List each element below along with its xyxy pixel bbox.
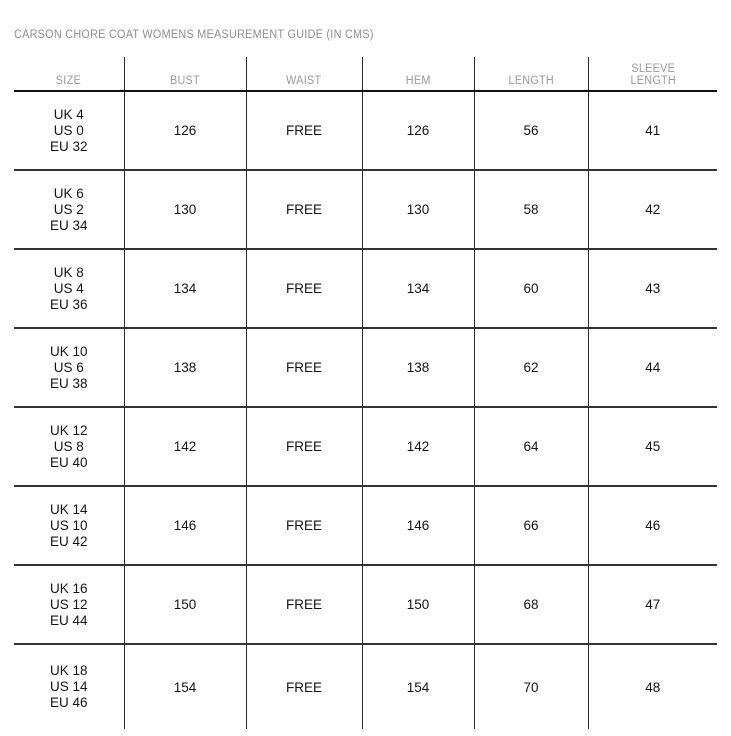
length-cell: 68 (474, 565, 588, 644)
column-header-bust: BUST (124, 57, 246, 91)
size-cell: UK 16 US 12 EU 44 (14, 565, 124, 644)
bust-cell: 130 (124, 170, 246, 249)
size-cell: UK 6 US 2 EU 34 (14, 170, 124, 249)
page-title: CARSON CHORE COAT WOMENS MEASUREMENT GUIDE (IN CMS) (14, 29, 374, 41)
hem-cell: 134 (362, 249, 474, 328)
sleeve-length-cell: 41 (588, 91, 717, 170)
bust-cell: 146 (124, 486, 246, 565)
bust-cell: 126 (124, 91, 246, 170)
sleeve-length-cell: 42 (588, 170, 717, 249)
length-cell: 70 (474, 644, 588, 729)
column-header-length: LENGTH (474, 57, 588, 91)
size-cell: UK 4 US 0 EU 32 (14, 91, 124, 170)
sleeve-length-cell: 43 (588, 249, 717, 328)
waist-cell: FREE (246, 91, 362, 170)
column-header-hem: HEM (362, 57, 474, 91)
size-cell: UK 18 US 14 EU 46 (49, 663, 88, 710)
length-cell: 62 (474, 328, 588, 407)
hem-cell: 130 (362, 170, 474, 249)
table-row (14, 565, 717, 644)
waist-cell: FREE (246, 407, 362, 486)
length-cell: 56 (474, 91, 588, 170)
column-header-size: SIZE (14, 57, 124, 91)
bust-cell: 138 (124, 328, 246, 407)
sleeve-length-cell: 44 (588, 328, 717, 407)
hem-cell: 142 (362, 407, 474, 486)
sleeve-length-cell: 47 (588, 565, 717, 644)
table-row (14, 91, 717, 170)
hem-cell: 126 (362, 91, 474, 170)
table-row (14, 486, 717, 565)
waist-cell: FREE (246, 565, 362, 644)
measurement-table (14, 57, 717, 729)
length-cell: 64 (474, 407, 588, 486)
hem-cell: 138 (362, 328, 474, 407)
size-cell: UK 10 US 6 EU 38 (14, 328, 124, 407)
column-header-waist: WAIST (246, 57, 362, 91)
waist-cell: FREE (246, 328, 362, 407)
hem-cell: 146 (362, 486, 474, 565)
length-cell: 58 (474, 170, 588, 249)
table-header-row (14, 57, 717, 91)
hem-cell: 154 (362, 644, 474, 729)
bust-cell: 150 (124, 565, 246, 644)
size-cell: UK 14 US 10 EU 42 (14, 486, 124, 565)
bust-cell: 142 (124, 407, 246, 486)
size-cell: UK 12 US 8 EU 40 (14, 407, 124, 486)
size-cell: UK 8 US 4 EU 36 (14, 249, 124, 328)
waist-cell: FREE (246, 486, 362, 565)
table-row (14, 407, 717, 486)
waist-cell: FREE (246, 170, 362, 249)
bust-cell: 154 (124, 644, 246, 729)
sleeve-length-cell: 48 (588, 644, 717, 729)
column-header-sleeve-length: SLEEVE LENGTH (588, 57, 717, 91)
hem-cell: 150 (362, 565, 474, 644)
sleeve-length-cell: 45 (588, 407, 717, 486)
length-cell: 60 (474, 249, 588, 328)
table-row (14, 249, 717, 328)
table-row (14, 644, 717, 729)
waist-cell: FREE (246, 644, 362, 729)
length-cell: 66 (474, 486, 588, 565)
table-row (14, 328, 717, 407)
bust-cell: 134 (124, 249, 246, 328)
waist-cell: FREE (246, 249, 362, 328)
table-row (14, 170, 717, 249)
sleeve-length-cell: 46 (588, 486, 717, 565)
